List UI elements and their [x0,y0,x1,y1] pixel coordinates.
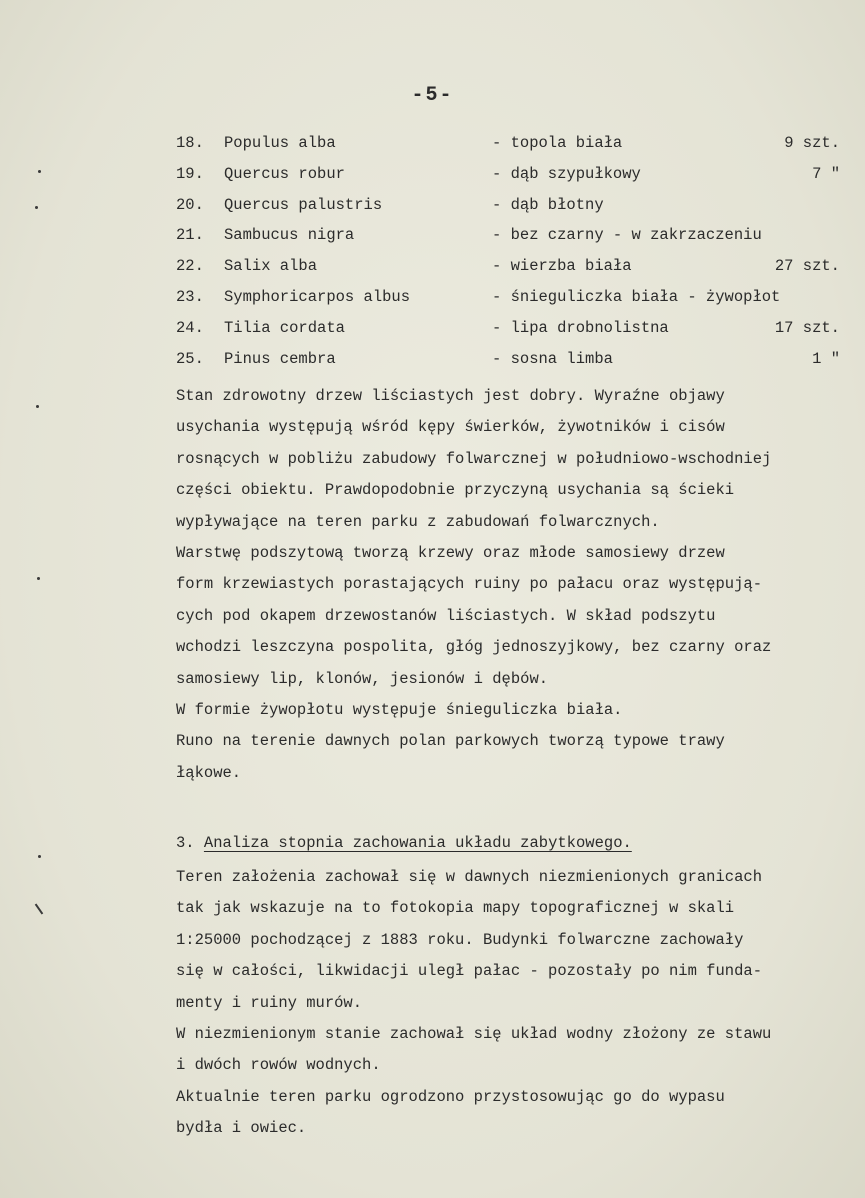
text-line: 1:25000 pochodzącej z 1883 roku. Budynki folwarczne zachowały [176,930,744,949]
margin-dot [36,405,39,408]
species-latin-name: Symphoricarpos albus [224,287,411,306]
margin-dot [35,206,38,209]
species-number: 22. [176,257,204,276]
species-row [176,313,846,344]
text-line: Teren założenia zachował się w dawnych niezmienionych granicach [176,868,762,886]
species-row [176,344,846,375]
margin-dot [38,170,41,173]
section-title: Analiza stopnia zachowania układu zabytkowego. [203,834,632,852]
page-number: -5- [411,84,454,107]
preservation-paragraph [176,862,856,1145]
margin-dot [38,855,41,858]
health-condition-paragraph [176,381,856,789]
species-quantity: 9 szt. [784,134,840,152]
species-number: 23. [176,287,204,306]
species-polish-name: - śnieguliczka biała - żywopłot [492,287,781,306]
species-latin-name: Salix alba [224,257,318,276]
text-line: usychania występują wśród kępy świerków, żywotników i cisów [176,418,725,437]
species-row [176,128,846,159]
species-number: 18. [176,134,204,152]
margin-dot [37,577,40,580]
text-line: i dwóch rowów wodnych. [176,1056,381,1075]
text-line: Warstwę podszytową tworzą krzewy oraz młode samosiewy drzew [176,543,725,562]
text-line: części obiektu. Prawdopodobnie przyczyną usychania są ścieki [176,481,735,500]
margin-tick [35,904,44,915]
species-number: 24. [176,318,204,337]
species-number: 21. [176,226,204,245]
species-quantity: 7 " [812,164,840,183]
text-line: wchodzi leszczyna pospolita, głóg jednoszyjkowy, bez czarny oraz [176,638,772,657]
text-line: samosiewy lip, klonów, jesionów i dębów. [176,669,549,688]
species-polish-name: - topola biała [492,134,623,152]
species-row [176,159,846,190]
text-line: cych pod okapem drzewostanów liściastych. W skład podszytu [176,606,716,625]
species-row [176,190,846,221]
text-line: Runo na terenie dawnych polan parkowych tworzą typowe trawy [176,732,725,751]
species-quantity: 17 szt. [774,318,840,337]
text-line: Aktualnie teren parku ogrodzono przystosowując go do wypasu [176,1087,725,1106]
section-heading [176,828,632,858]
species-latin-name: Tilia cordata [224,318,345,337]
species-polish-name: - dąb błotny [492,195,604,214]
species-list [176,128,846,374]
species-latin-name: Quercus palustris [224,195,383,214]
section-number: 3. [176,834,195,852]
species-number: 20. [176,195,204,214]
text-line: łąkowe. [176,763,242,782]
species-latin-name: Quercus robur [224,164,345,183]
text-line: form krzewiastych porastających ruiny po pałacu oraz występują- [176,575,762,594]
species-number: 25. [176,349,204,368]
text-line: rosnących w pobliżu zabudowy folwarcznej w południowo-wschodniej [176,449,772,468]
species-polish-name: - bez czarny - w zakrzaczeniu [492,226,762,245]
species-quantity: 27 szt. [774,257,840,276]
text-line: wypływające na teren parku z zabudowań folwarcznych. [176,512,660,531]
species-row [176,220,846,251]
species-latin-name: Populus alba [224,134,336,152]
text-line: W formie żywopłotu występuje śnieguliczka biała. [176,700,623,719]
species-row [176,282,846,313]
text-line: bydła i owiec. [176,1119,307,1138]
species-polish-name: - lipa drobnolistna [492,318,669,337]
text-line: tak jak wskazuje na to fotokopia mapy topograficznej w skali [176,899,735,918]
species-quantity: 1 " [812,349,840,368]
species-latin-name: Pinus cembra [224,349,336,368]
text-line: menty i ruiny murów. [176,993,363,1012]
text-line: Stan zdrowotny drzew liściastych jest dobry. Wyraźne objawy [176,387,725,405]
text-line: W niezmienionym stanie zachował się układ wodny złożony ze stawu [176,1024,772,1043]
species-polish-name: - sosna limba [492,349,613,368]
species-row [176,251,846,282]
species-polish-name: - dąb szypułkowy [492,164,641,183]
text-line: się w całości, likwidacji uległ pałac - pozostały po nim funda- [176,962,762,981]
species-polish-name: - wierzba biała [492,257,632,276]
species-number: 19. [176,164,204,183]
species-latin-name: Sambucus nigra [224,226,355,245]
